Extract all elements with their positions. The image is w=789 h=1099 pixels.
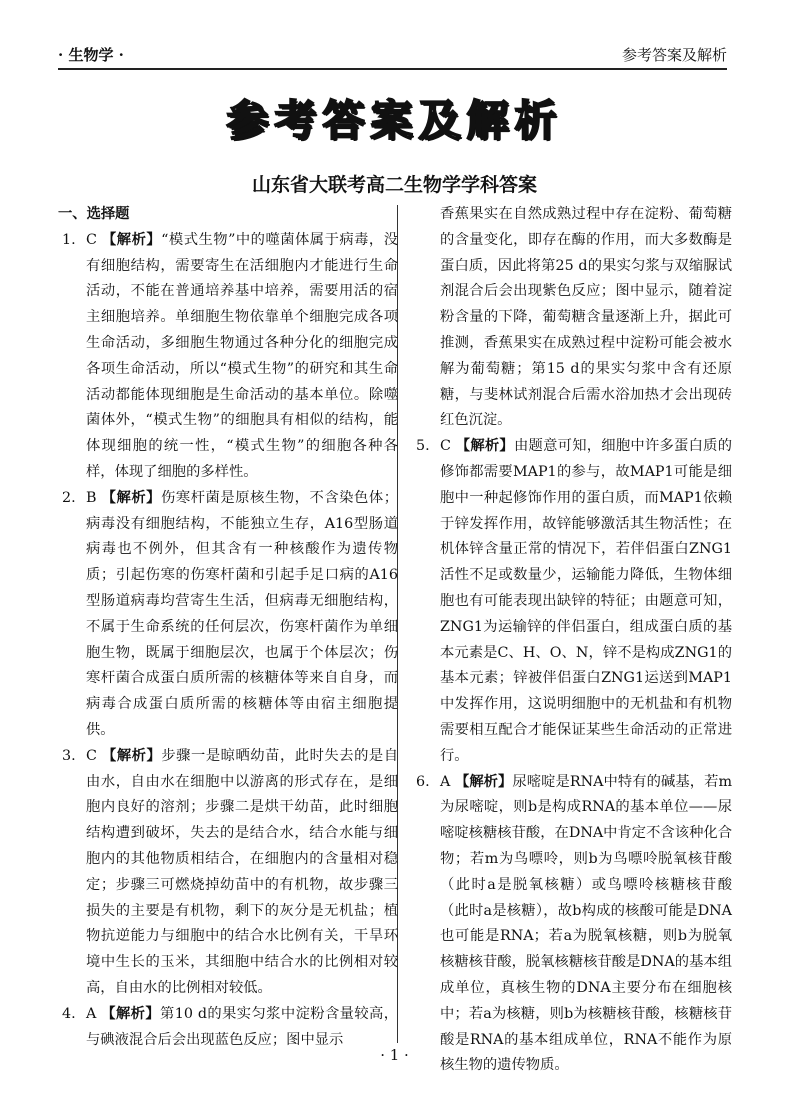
item-body <box>440 770 732 1080</box>
item-tag: 【解析】 <box>455 438 514 455</box>
item-text-continued: 香蕉果实在自然成熟过程中存在淀粉、葡萄糖的含量变化，即存在酶的作用，而大多数酶是蛋白质，因此将第25 d的果实匀浆与双缩脲试剂混合后会出现紫色反应；图中显示，随着淀粉含量的下降，葡萄糖含量逐渐上升，据此可推测，香蕉果实在成熟过程中淀粉可能会被水解为葡萄糖；第15 d的果实匀浆中含有还原糖，与斐林试剂混合后需水浴加热才会出现砖红色沉淀。 <box>440 206 732 429</box>
item-number: 5. <box>416 438 430 455</box>
item-tag: 【解析】 <box>101 1005 161 1022</box>
item-text: 步骤一是晾晒幼苗，此时失去的是自由水，自由水在细胞中以游离的形式存在，是细胞内良好的溶剂；步骤二是烘干幼苗，此时细胞结构遭到破坏，失去的是结合水，结合水能与细胞内的其他物质相结合，在细胞内的含量相对稳定；步骤三可燃烧掉幼苗中的有机物，故步骤三损失的主要是有机物，剩下的灰分是无机盐；植物抗逆能力与细胞中的结合水比例有关，干旱环境中生长的玉米，其细胞中结合水的比例相对较高，自由水的比例相对较低。 <box>86 747 399 996</box>
item-answer: C <box>86 747 97 764</box>
item-number: 6. <box>416 773 430 790</box>
item-body <box>440 434 732 769</box>
item-answer: B <box>86 489 97 506</box>
item-number: 2. <box>62 489 76 506</box>
section-heading: 一、选择题 <box>58 206 130 222</box>
item-answer: A <box>440 773 451 790</box>
item-tag: 【解析】 <box>102 747 162 764</box>
answer-item-4-continued <box>412 202 732 434</box>
item-answer: C <box>440 438 451 455</box>
page-subtitle: 山东省大联考高二生物学学科答案 <box>251 174 537 196</box>
item-text: “模式生物”中的噬菌体属于病毒，没有细胞结构，需要寄生在活细胞内才能进行生命活动，不能在普通培养基中培养，需要用活的宿主细胞培养。单细胞生物依靠单个细胞完成各项生命活动，多细胞生物通过各种分化的细胞完成各项生命活动，所以“模式生物”的研究和其生命活动都能体现细胞是生命活动的基本单位。除噬菌体外，“模式生物”的细胞具有相似的结构，能体现细胞的统一性，“模式生物”的细胞各种各样，体现了细胞的多样性。 <box>86 231 399 480</box>
page-title: 参考答案及解析 <box>226 96 563 145</box>
item-body <box>86 486 398 744</box>
item-text: 尿嘧啶是RNA中特有的碱基，若m为尿嘧啶，则b是构成RNA的基本单位——尿嘧啶核糖核苷酸，在DNA中肯定不含该种化合物；若m为鸟嘌呤，则b为鸟嘌呤脱氧核苷酸（此时a是脱氧核糖）或鸟嘌呤核糖核苷酸（此时a是核糖），故b构成的核酸可能是DNA也可能是RNA；若a为脱氧核糖，则b为脱氧核糖核苷酸，脱氧核糖核苷酸是DNA的基本组成单位，真核生物的DNA主要分布在细胞核中；若a为核糖，则b为核糖核苷酸，核糖核苷酸是RNA的基本组成单位，RNA不能作为原核生物的遗传物质。 <box>440 773 733 1074</box>
page-number: · 1 · <box>380 1046 409 1064</box>
answer-item-5 <box>412 434 732 769</box>
answer-item-1 <box>58 228 398 486</box>
item-text: 伤寒杆菌是原核生物，不含染色体；病毒没有细胞结构，不能独立生存，A16型肠道病毒也不例外，但其含有一种核酸作为遗传物质；引起伤寒的伤寒杆菌和引起手足口病的A16型肠道病毒均营寄生生活，但病毒无细胞结构，不属于生命系统的任何层次，伤寒杆菌作为单细胞生物，既属于细胞层次，也属于个体层次；伤寒杆菌合成蛋白质所需的核糖体等来自自身，而病毒合成蛋白质所需的核糖体等由宿主细胞提供。 <box>86 489 399 738</box>
item-tag: 【解析】 <box>102 231 162 248</box>
item-tag: 【解析】 <box>454 773 513 790</box>
item-number: 3. <box>62 747 76 764</box>
header-section-title: 参考答案及解析 <box>621 46 727 64</box>
answer-item-3 <box>58 744 398 1002</box>
item-text: 由题意可知，细胞中许多蛋白质的修饰都需要MAP1的参与，故MAP1可能是细胞中一种起修饰作用的蛋白质，而MAP1依赖于锌发挥作用，故锌能够激活其生物活性；在机体锌含量正常的情况下，若伴侣蛋白ZNG1活性不足或数量少，运输能力降低，生物体细胞也有可能表现出缺锌的特征；由题意可知，ZNG1为运输锌的伴侣蛋白，组成蛋白质的基本元素是C、H、O、N，锌不是构成ZNG1的基本元素；锌被伴侣蛋白ZNG1运送到MAP1中发挥作用，这说明细胞中的无机盐和有机物需要相互配合才能保证某些生命活动的正常进行。 <box>440 438 733 764</box>
left-column <box>58 202 398 1053</box>
item-tag: 【解析】 <box>101 489 162 506</box>
item-answer: C <box>86 231 97 248</box>
header-subject: · 生物学 · <box>58 46 124 64</box>
item-body <box>86 228 398 486</box>
item-answer: A <box>86 1005 97 1022</box>
item-text: 第10 d的果实匀浆中淀粉含量较高，与碘液混合后会出现蓝色反应；图中显示 <box>86 1005 399 1048</box>
item-body <box>86 744 398 1002</box>
answer-item-6 <box>412 770 732 1080</box>
item-number: 1. <box>62 231 76 248</box>
answer-item-2 <box>58 486 398 744</box>
right-column <box>412 202 732 1079</box>
item-number: 4. <box>62 1005 76 1022</box>
running-header <box>58 44 727 70</box>
